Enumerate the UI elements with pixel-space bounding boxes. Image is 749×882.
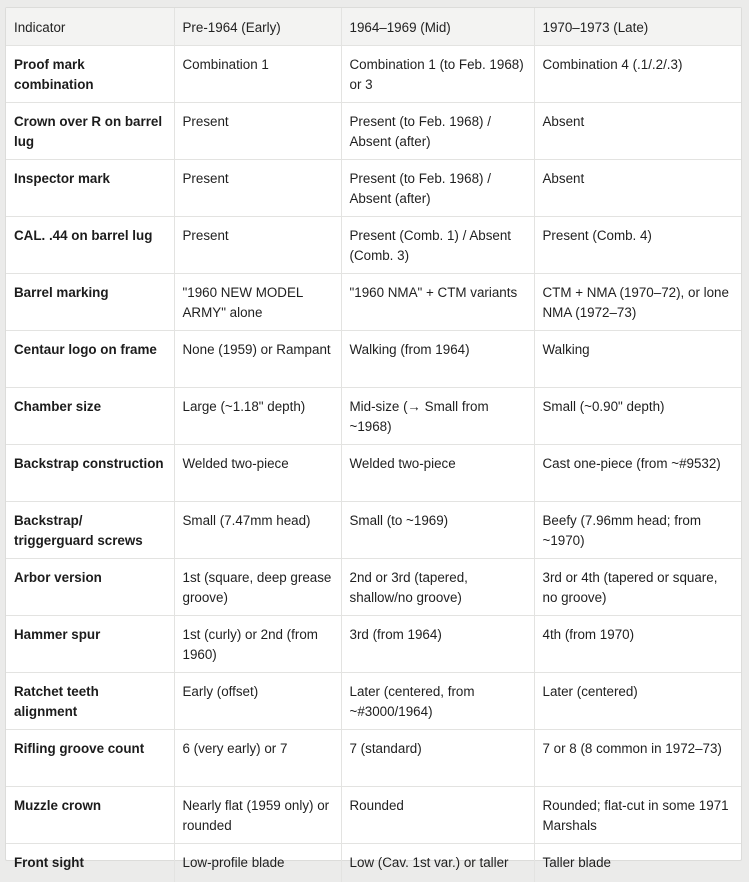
indicator-cell: CAL. .44 on barrel lug <box>6 216 174 273</box>
value-cell: CTM + NMA (1970–72), or lone NMA (1972–73) <box>534 273 741 330</box>
table-row <box>6 672 741 729</box>
indicator-cell: Hammer spur <box>6 615 174 672</box>
value-cell: Low-profile blade <box>174 843 341 882</box>
value-cell: 1st (square, deep grease groove) <box>174 558 341 615</box>
value-cell: Present <box>174 159 341 216</box>
value-cell: Large (~1.18" depth) <box>174 387 341 444</box>
value-cell: 1st (curly) or 2nd (from 1960) <box>174 615 341 672</box>
value-cell: 6 (very early) or 7 <box>174 729 341 786</box>
value-cell: 3rd (from 1964) <box>341 615 534 672</box>
table-row <box>6 273 741 330</box>
value-cell: Early (offset) <box>174 672 341 729</box>
table-row <box>6 45 741 102</box>
value-cell: Present (Comb. 1) / Absent (Comb. 3) <box>341 216 534 273</box>
indicator-cell: Inspector mark <box>6 159 174 216</box>
value-cell: Present <box>174 216 341 273</box>
indicator-comparison-table <box>6 8 741 882</box>
value-cell: Absent <box>534 102 741 159</box>
indicator-cell: Centaur logo on frame <box>6 330 174 387</box>
indicator-cell: Rifling groove count <box>6 729 174 786</box>
indicator-cell: Crown over R on barrel lug <box>6 102 174 159</box>
table-row <box>6 102 741 159</box>
value-cell: Welded two-piece <box>174 444 341 501</box>
value-cell: "1960 NMA" + CTM variants <box>341 273 534 330</box>
value-cell: Beefy (7.96mm head; from ~1970) <box>534 501 741 558</box>
value-cell: Small (7.47mm head) <box>174 501 341 558</box>
value-cell: 2nd or 3rd (tapered, shallow/no groove) <box>341 558 534 615</box>
header-1970-1973: 1970–1973 (Late) <box>534 8 741 45</box>
table-row <box>6 330 741 387</box>
value-cell: Low (Cav. 1st var.) or taller <box>341 843 534 882</box>
value-cell: None (1959) or Rampant <box>174 330 341 387</box>
value-cell: Combination 4 (.1/.2/.3) <box>534 45 741 102</box>
indicator-cell: Ratchet teeth alignment <box>6 672 174 729</box>
comparison-table-container <box>5 7 742 870</box>
value-cell: Combination 1 <box>174 45 341 102</box>
value-cell: Absent <box>534 159 741 216</box>
table-row <box>6 786 741 843</box>
table-row <box>6 729 741 786</box>
table-row <box>6 501 741 558</box>
value-cell: 3rd or 4th (tapered or square, no groove) <box>534 558 741 615</box>
header-1964-1969: 1964–1969 (Mid) <box>341 8 534 45</box>
value-cell: Walking <box>534 330 741 387</box>
value-cell: Mid-size (→ Small from ~1968) <box>341 387 534 444</box>
value-cell: Present (Comb. 4) <box>534 216 741 273</box>
indicator-cell: Proof mark combination <box>6 45 174 102</box>
value-cell: "1960 NEW MODEL ARMY" alone <box>174 273 341 330</box>
value-cell: Rounded <box>341 786 534 843</box>
table-row <box>6 216 741 273</box>
value-cell: Small (to ~1969) <box>341 501 534 558</box>
indicator-cell: Chamber size <box>6 387 174 444</box>
indicator-cell: Muzzle crown <box>6 786 174 843</box>
indicator-cell: Front sight <box>6 843 174 882</box>
value-cell: 7 or 8 (8 common in 1972–73) <box>534 729 741 786</box>
value-cell: 7 (standard) <box>341 729 534 786</box>
header-indicator: Indicator <box>6 8 174 45</box>
table-row <box>6 558 741 615</box>
value-cell: Present <box>174 102 341 159</box>
table-row <box>6 615 741 672</box>
header-pre-1964: Pre-1964 (Early) <box>174 8 341 45</box>
value-cell: Small (~0.90" depth) <box>534 387 741 444</box>
value-cell: 4th (from 1970) <box>534 615 741 672</box>
value-cell: Present (to Feb. 1968) / Absent (after) <box>341 102 534 159</box>
indicator-cell: Backstrap construction <box>6 444 174 501</box>
value-cell: Nearly flat (1959 only) or rounded <box>174 786 341 843</box>
indicator-cell: Arbor version <box>6 558 174 615</box>
value-cell: Taller blade <box>542 854 611 870</box>
value-cell: Cast one-piece (from ~#9532) <box>534 444 741 501</box>
value-cell: Later (centered) <box>534 672 741 729</box>
indicator-cell: Barrel marking <box>6 273 174 330</box>
table-row <box>6 843 741 882</box>
table-row <box>6 444 741 501</box>
table-row <box>6 159 741 216</box>
indicator-cell: Backstrap/ triggerguard screws <box>6 501 174 558</box>
table-row <box>6 387 741 444</box>
value-cell: Welded two-piece <box>341 444 534 501</box>
value-cell: Present (to Feb. 1968) / Absent (after) <box>341 159 534 216</box>
value-cell: Later (centered, from ~#3000/1964) <box>341 672 534 729</box>
value-cell: Combination 1 (to Feb. 1968) or 3 <box>341 45 534 102</box>
table-header-row <box>6 8 741 45</box>
value-cell: Rounded; flat-cut in some 1971 Marshals <box>534 786 741 843</box>
value-cell: Walking (from 1964) <box>341 330 534 387</box>
